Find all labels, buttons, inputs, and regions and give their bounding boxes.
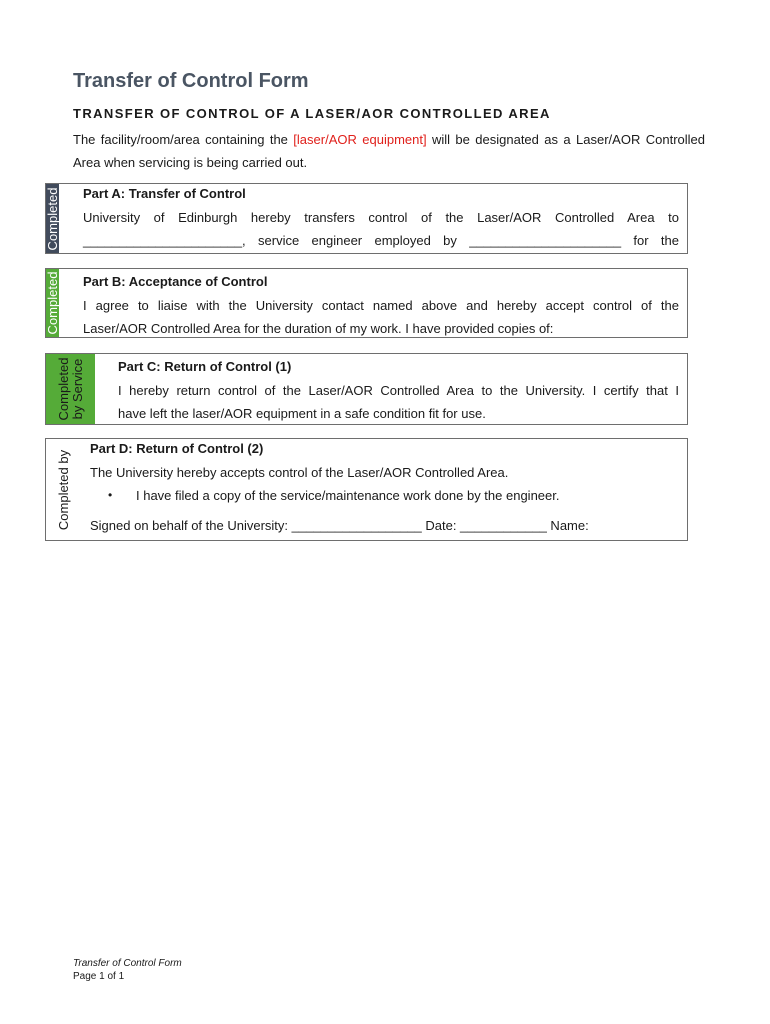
part-c-line-2: have left the laser/AOR equipment in a safe condition fit for use. [118,406,486,421]
intro-text-end: will be designated as a Laser/AOR Controlled Area when servicing is being carried out. [73,132,705,170]
part-b-sidebar-label: Completed [44,271,60,335]
part-b-line-1: I agree to liaise with the University contact named above and hereby accept control of the [83,298,679,313]
intro-text-start: The facility/room/area containing the [73,132,294,147]
part-c-sidebar-label [57,358,85,421]
document-title: Transfer of Control Form [73,70,309,92]
intro-paragraph [73,128,705,174]
part-a-section [45,183,688,254]
part-b-content [83,273,679,340]
part-d-sidebar-label: Completed by [56,449,71,530]
part-c-sidebar-label-line-1: Completed [55,357,71,421]
part-b-heading: Part B: Acceptance of Control [83,274,268,289]
bullet-icon: • [108,488,113,502]
footer-page-number: Page 1 of 1 [73,971,125,982]
part-d-heading: Part D: Return of Control (2) [90,441,264,456]
page-footer [73,957,182,983]
part-c-sidebar-label-line-2: by Service [69,358,85,420]
part-a-heading: Part A: Transfer of Control [83,186,246,201]
part-c-heading: Part C: Return of Control (1) [118,359,292,374]
part-d-bullet-item [108,484,679,507]
part-a-line-2: ______________________, service engineer employed by _____________________ for the [83,233,679,248]
part-a-sidebar [46,184,59,253]
part-a-sidebar-label: Completed [44,187,60,250]
part-d-signature-line: Signed on behalf of the University: __________________ Date: ____________ Name: [90,518,589,533]
part-c-content [118,358,679,425]
part-b-line-2: Laser/AOR Controlled Area for the duration of my work. I have provided copies of: [83,321,554,336]
part-c-section [45,353,688,425]
intro-highlight: [laser/AOR equipment] [293,132,427,147]
part-d-bullet-text: I have filed a copy of the service/maintenance work done by the engineer. [136,488,560,503]
part-a-line-1: University of Edinburgh hereby transfers control of the Laser/AOR Controlled Area to [83,210,679,225]
document-subtitle: TRANSFER OF CONTROL OF A LASER/AOR CONTROLLED AREA [73,106,551,121]
part-b-sidebar [46,269,59,337]
footer-title: Transfer of Control Form [73,958,182,969]
part-c-line-1: I hereby return control of the Laser/AOR Controlled Area to the University. I certify that I [118,383,679,398]
part-b-section [45,268,688,338]
part-d-sidebar [46,439,82,540]
part-a-content [83,185,679,252]
part-d-section [45,438,688,541]
part-d-line-1: The University hereby accepts control of the Laser/AOR Controlled Area. [90,465,509,480]
part-c-sidebar [46,354,95,424]
part-d-content [90,440,679,537]
